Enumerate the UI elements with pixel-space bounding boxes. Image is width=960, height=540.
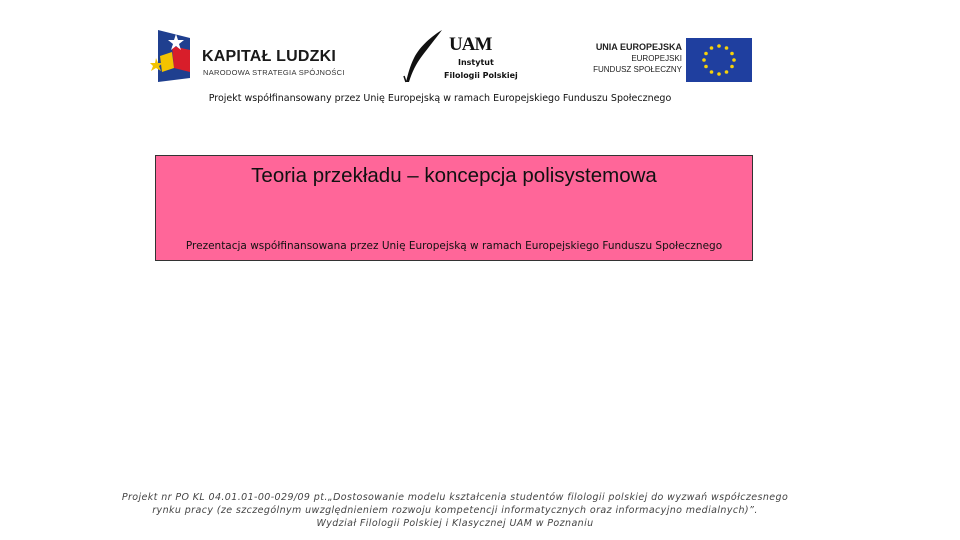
- kapital-ludzki-logo: [150, 28, 350, 84]
- kapital-ludzki-emblem-icon: [150, 28, 194, 84]
- eu-european-label: EUROPEJSKI: [631, 54, 682, 63]
- slide-subtitle: Prezentacja współfinansowana przez Unię Europejską w ramach Europejskiego Funduszu Społecznego: [185, 240, 723, 252]
- project-cofinancing-note: Projekt współfinansowany przez Unię Europejską w ramach Europejskiego Funduszu Społecznego: [208, 93, 672, 104]
- eu-union-label: UNIA EUROPEJSKA: [595, 42, 682, 52]
- logo-bar: [0, 0, 960, 92]
- uam-mark: UAM: [449, 34, 492, 55]
- footer-note: [0, 491, 910, 530]
- uam-philology-label: Filologii Polskiej: [444, 71, 518, 80]
- quill-feather-icon: [402, 28, 448, 84]
- eu-flag-icon: [686, 38, 752, 82]
- footer-line-1: Projekt nr PO KL 04.01.01-00-029/09 pt.„Dostosowanie modelu kształcenia studentów filologii polskiej do wyzwań współczesnego: [121, 492, 789, 503]
- uam-institute-label: Instytut: [458, 58, 494, 67]
- kapital-ludzki-title: KAPITAŁ LUDZKI: [202, 48, 337, 65]
- uam-institute-logo: [402, 28, 518, 84]
- eu-text-block: [593, 42, 682, 75]
- slide-title: Teoria przekładu – koncepcja polisystemowa: [251, 164, 657, 187]
- footer-line-3: Wydział Filologii Polskiej i Klasycznej UAM w Poznaniu: [316, 518, 594, 529]
- kapital-ludzki-subtitle: NARODOWA STRATEGIA SPÓJNOŚCI: [203, 68, 345, 77]
- eu-logo: [578, 30, 758, 86]
- footer-line-2: rynku pracy (ze szczególnym uwzględnieniem rozwoju kompetencji informatycznych oraz informacyjno medialnych)”.: [152, 505, 758, 516]
- eu-social-fund-label: FUNDUSZ SPOŁECZNY: [593, 65, 682, 74]
- title-box: [155, 155, 753, 261]
